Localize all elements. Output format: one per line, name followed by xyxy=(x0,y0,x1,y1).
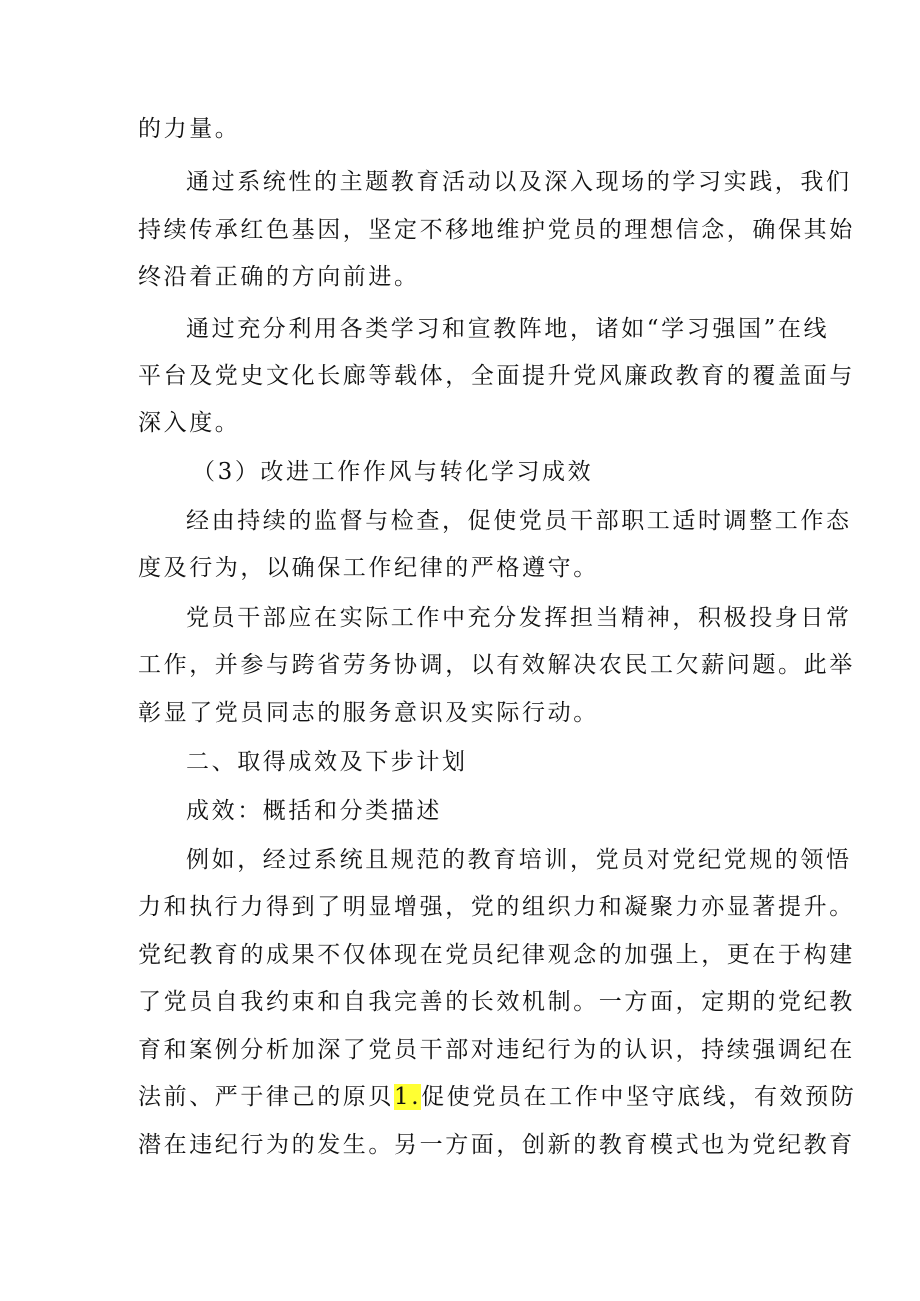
section-subheading: 成效：概括和分类描述 xyxy=(186,798,442,824)
paragraph-line: 工作，并参与跨省劳务协调，以有效解决农民工欠薪问题。此举 xyxy=(138,652,855,678)
paragraph-line: 彰显了党员同志的服务意识及实际行动。 xyxy=(138,700,599,726)
paragraph-line: 党员干部应在实际工作中充分发挥担当精神，积极投身日常 xyxy=(186,605,852,631)
highlighted-marker: 1. xyxy=(394,1084,422,1110)
paragraph-line: 的力量。 xyxy=(138,116,241,142)
paragraph-line xyxy=(138,1081,856,1113)
section-heading: 二、取得成效及下步计划 xyxy=(186,749,468,775)
line-text: 促使党员在工作中坚守底线，有效预防 xyxy=(421,1084,857,1110)
paragraph-line: 深入度。 xyxy=(138,410,241,436)
paragraph-line: 了党员自我约束和自我完善的长效机制。一方面，定期的党纪教 xyxy=(138,989,855,1015)
line-text: 法前、严于律己的原贝 xyxy=(138,1084,394,1110)
paragraph-line: 经由持续的监督与检查，促使党员干部职工适时调整工作态 xyxy=(186,508,852,534)
paragraph-line: 平台及党史文化长廊等载体，全面提升党风廉政教育的覆盖面与 xyxy=(138,363,855,389)
paragraph-line: 例如，经过系统且规范的教育培训，党员对党纪党规的领悟 xyxy=(186,847,852,873)
paragraph-line: 终沿着正确的方向前进。 xyxy=(138,264,420,290)
paragraph-line: 潜在违纪行为的发生。另一方面，创新的教育模式也为党纪教育 xyxy=(138,1132,855,1158)
section-subheading: （3）改进工作作风与转化学习成效 xyxy=(192,459,594,485)
paragraph-line: 通过系统性的主题教育活动以及深入现场的学习实践，我们 xyxy=(186,169,852,195)
paragraph-line: 力和执行力得到了明显增强，党的组织力和凝聚力亦显著提升。 xyxy=(138,894,855,920)
paragraph-line: 党纪教育的成果不仅体现在党员纪律观念的加强上，更在于构建 xyxy=(138,942,855,968)
paragraph-line: 通过充分利用各类学习和宣教阵地，诸如“学习强国”在线 xyxy=(186,316,830,342)
paragraph-line: 度及行为，以确保工作纪律的严格遵守。 xyxy=(138,555,599,581)
paragraph-line: 育和案例分析加深了党员干部对违纪行为的认识，持续强调纪在 xyxy=(138,1037,855,1063)
paragraph-line: 持续传承红色基因，坚定不移地维护党员的理想信念，确保其始 xyxy=(138,217,855,243)
